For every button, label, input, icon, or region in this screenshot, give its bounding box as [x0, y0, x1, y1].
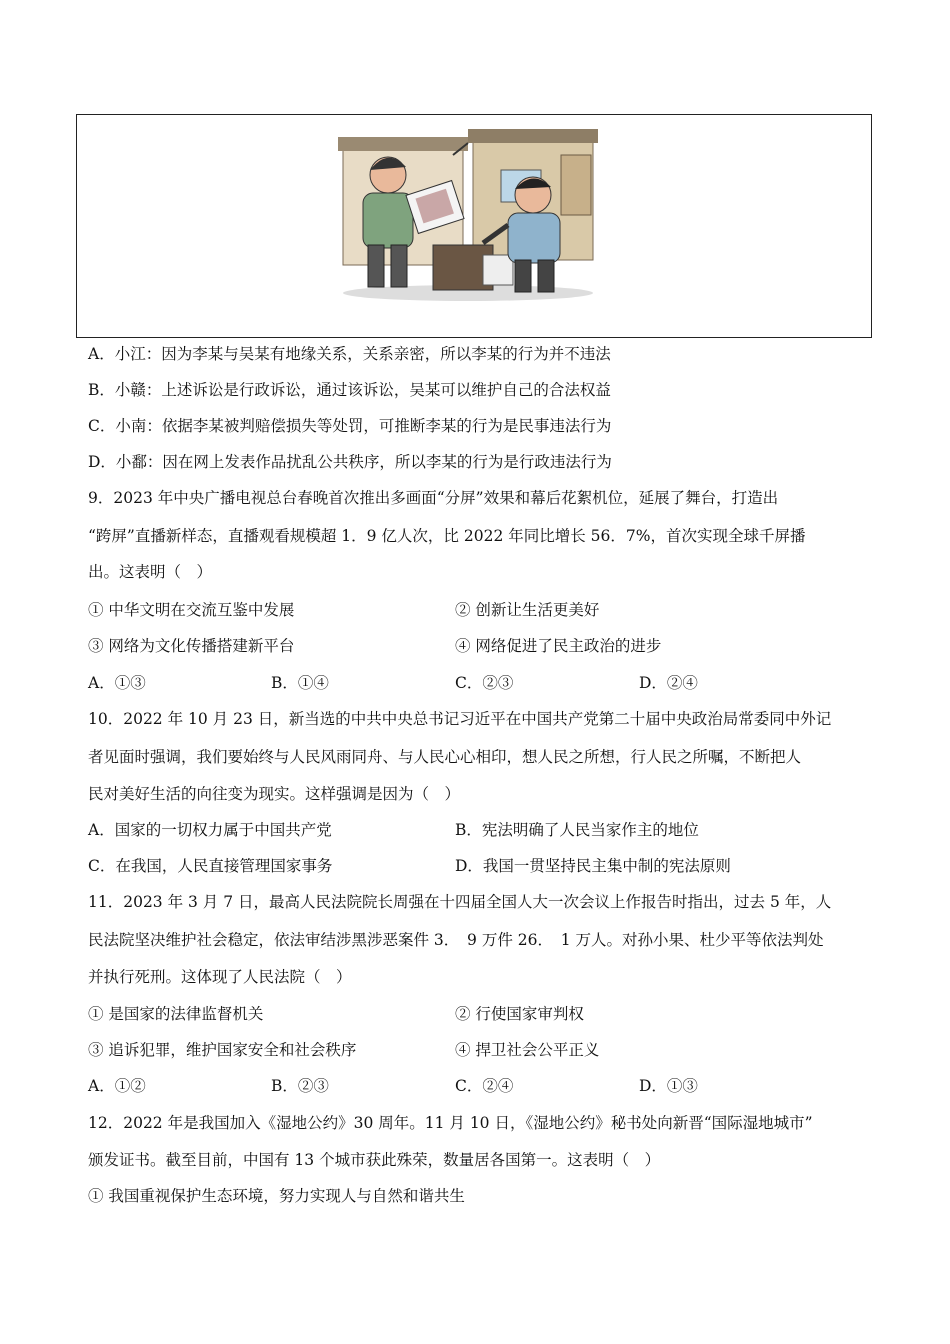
- q9-option-b[interactable]: B．①④: [271, 674, 329, 692]
- q11-option-d[interactable]: D．①③: [639, 1077, 698, 1095]
- q12-statement-1: ① 我国重视保护生态环境，努力实现人与自然和谐共生: [88, 1187, 465, 1205]
- q9-statement-2: ② 创新让生活更美好: [455, 601, 600, 619]
- q11-option-a[interactable]: A．①②: [88, 1077, 146, 1095]
- q8-option-b[interactable]: B．小赣：上述诉讼是行政诉讼，通过该诉讼，吴某可以维护自己的合法权益: [88, 381, 611, 399]
- q10-option-a[interactable]: A．国家的一切权力属于中国共产党: [88, 821, 332, 839]
- q9-stem-line-1: 9．2023 年中央广播电视总台春晚首次推出多画面“分屏”效果和幕后花絮机位，延展了舞台，打造出: [88, 489, 779, 507]
- q11-stem-line-2: 民法院坚决维护社会稳定，依法审结涉黑涉恶案件 3． 9 万件 26． 1 万人。对孙小果、杜少平等依法判处: [88, 931, 824, 949]
- q11-stem-line-3: 并执行死刑。这体现了人民法院（ ）: [88, 968, 352, 986]
- q8-option-d[interactable]: D．小鄱：因在网上发表作品扰乱公共秩序，所以李某的行为是行政违法行为: [88, 453, 612, 471]
- q9-option-d[interactable]: D．②④: [639, 674, 698, 692]
- q12-stem-line-2: 颁发证书。截至目前，中国有 13 个城市获此殊荣，数量居各国第一。这表明（ ）: [88, 1151, 661, 1169]
- q8-option-a[interactable]: A．小江：因为李某与吴某有地缘关系，关系亲密，所以李某的行为并不违法: [88, 345, 611, 363]
- q11-statement-2: ② 行使国家审判权: [455, 1005, 584, 1023]
- q10-stem-line-3: 民对美好生活的向往变为现实。这样强调是因为（ ）: [88, 785, 461, 803]
- q10-option-d[interactable]: D．我国一贯坚持民主集中制的宪法原则: [455, 857, 731, 875]
- q10-stem-line-1: 10．2022 年 10 月 23 日，新当选的中共中央总书记习近平在中国共产党第二十届中央政治局常委同中外记: [88, 710, 832, 728]
- q10-option-c[interactable]: C．在我国，人民直接管理国家事务: [88, 857, 333, 875]
- q9-statement-4: ④ 网络促进了民主政治的进步: [455, 637, 662, 655]
- q9-statement-3: ③ 网络为文化传播搭建新平台: [88, 637, 295, 655]
- q9-statement-1: ① 中华文明在交流互鉴中发展: [88, 601, 295, 619]
- q11-statement-1: ① 是国家的法律监督机关: [88, 1005, 264, 1023]
- q11-statement-4: ④ 捍卫社会公平正义: [455, 1041, 600, 1059]
- q11-option-c[interactable]: C．②④: [455, 1077, 514, 1095]
- figure-box: [76, 114, 872, 338]
- cartoon-illustration: [333, 125, 603, 303]
- q11-statement-3: ③ 追诉犯罪，维护国家安全和社会秩序: [88, 1041, 357, 1059]
- q9-option-c[interactable]: C．②③: [455, 674, 514, 692]
- q11-option-b[interactable]: B．②③: [271, 1077, 329, 1095]
- q9-option-a[interactable]: A．①③: [88, 674, 146, 692]
- q10-option-b[interactable]: B．宪法明确了人民当家作主的地位: [455, 821, 699, 839]
- q9-stem-line-3: 出。这表明（ ）: [88, 563, 213, 581]
- q12-stem-line-1: 12．2022 年是我国加入《湿地公约》30 周年。11 月 10 日，《湿地公约》秘书处向新晋“国际湿地城市”: [88, 1114, 813, 1132]
- q9-stem-line-2: “跨屏”直播新样态，直播观看规模超 1．9 亿人次，比 2022 年同比增长 56．7%，首次实现全球千屏播: [88, 527, 806, 545]
- q10-stem-line-2: 者见面时强调，我们要始终与人民风雨同舟、与人民心心相印，想人民之所想，行人民之所嘱，不断把人: [88, 748, 802, 766]
- q11-stem-line-1: 11．2023 年 3 月 7 日，最高人民法院院长周强在十四届全国人大一次会议上作报告时指出，过去 5 年，人: [88, 893, 832, 911]
- q8-option-c[interactable]: C．小南：依据李某被判赔偿损失等处罚，可推断李某的行为是民事违法行为: [88, 417, 612, 435]
